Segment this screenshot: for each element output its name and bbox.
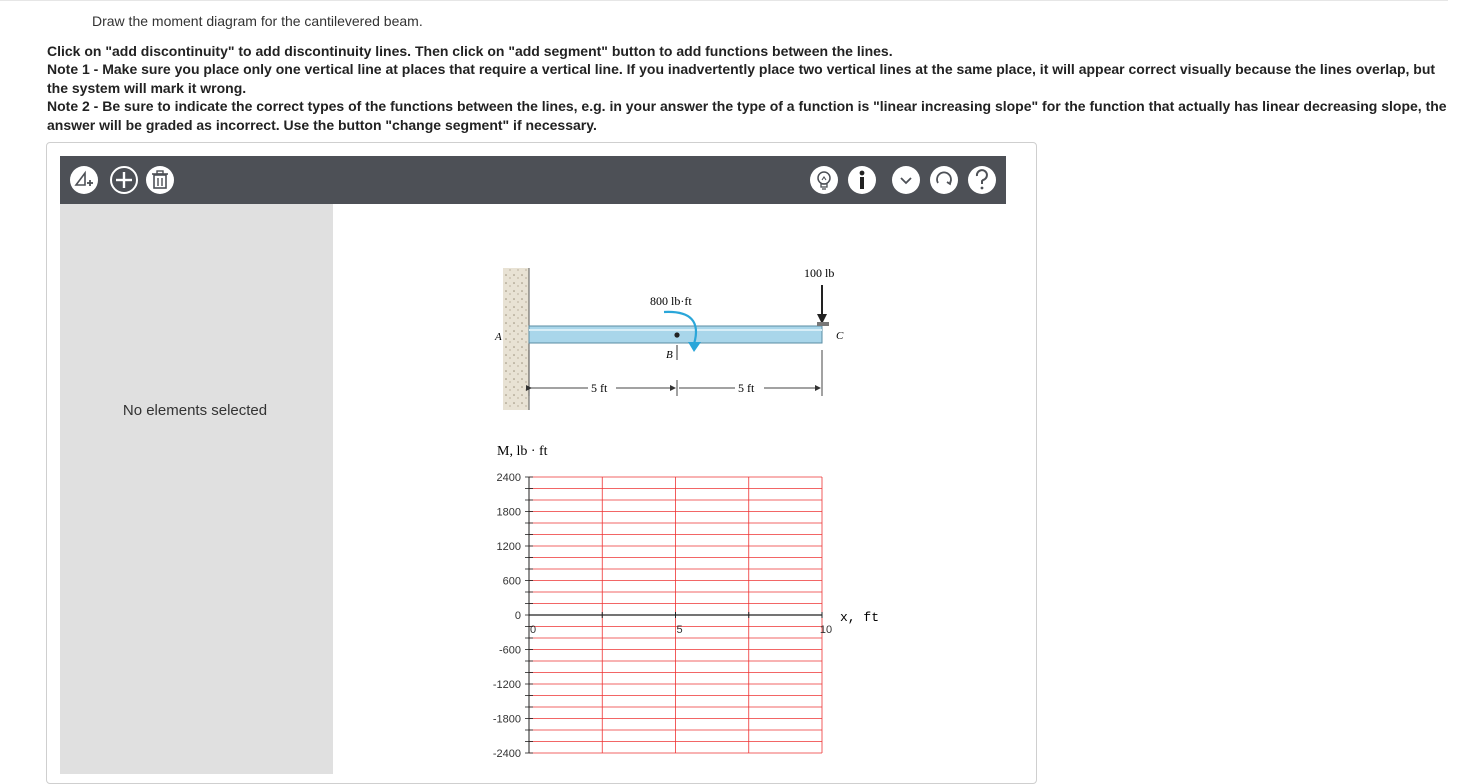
x-tick-label: 0 — [529, 624, 537, 636]
instruction-3: Note 2 - Be sure to indicate the correct types of the functions between the lines, e.g. in your answer the type of a function is "linear increasing slope" for the function that actually has linear decreasing slope, the answer will be graded as incorrect. Use the button "change segment" if necessary. — [47, 98, 1447, 133]
load-plate — [817, 322, 829, 326]
moment-arrow-head — [688, 342, 701, 352]
wall-support — [503, 268, 529, 410]
chart-ylabel: M, lb · ft — [497, 444, 548, 459]
x-tick-label: 5 — [676, 624, 683, 636]
instruction-2: Note 1 - Make sure you place only one vertical line at places that require a vertical line. If you inadvertently place two vertical lines at the same place, it will appear correct visually because the lines overlap, but the system will mark it wrong. — [47, 61, 1436, 96]
dim-label-2: 5 ft — [738, 381, 755, 395]
instruction-1: Click on "add discontinuity" to add discontinuity lines. Then click on "add segment" button to add functions between the lines. — [47, 43, 893, 59]
moment-chart[interactable] — [493, 472, 832, 760]
y-tick-label: -1800 — [492, 713, 521, 726]
y-tick-label: 2400 — [496, 472, 521, 484]
load-label: 100 lb — [804, 266, 835, 280]
y-tick-label: -1200 — [492, 679, 521, 691]
point-b-label: B — [666, 349, 673, 361]
point-c-label: C — [836, 330, 844, 342]
x-tick-label: 10 — [819, 624, 833, 636]
y-tick-label: 0 — [514, 610, 521, 622]
y-tick-label: 1200 — [496, 541, 521, 553]
y-tick-label: -2400 — [492, 748, 521, 760]
y-tick-label: -600 — [498, 644, 521, 657]
point-b-dot — [674, 332, 679, 337]
selection-status: No elements selected — [122, 402, 268, 419]
moment-label: 800 lb·ft — [650, 294, 692, 308]
question-prompt: Draw the moment diagram for the cantilevered beam. — [92, 13, 423, 29]
y-tick-label: 600 — [502, 575, 521, 588]
chart-xlabel: x, ft — [840, 610, 880, 625]
dim-label-1: 5 ft — [591, 381, 608, 395]
y-tick-label: 1800 — [496, 506, 521, 519]
point-a-label: A — [495, 331, 502, 343]
